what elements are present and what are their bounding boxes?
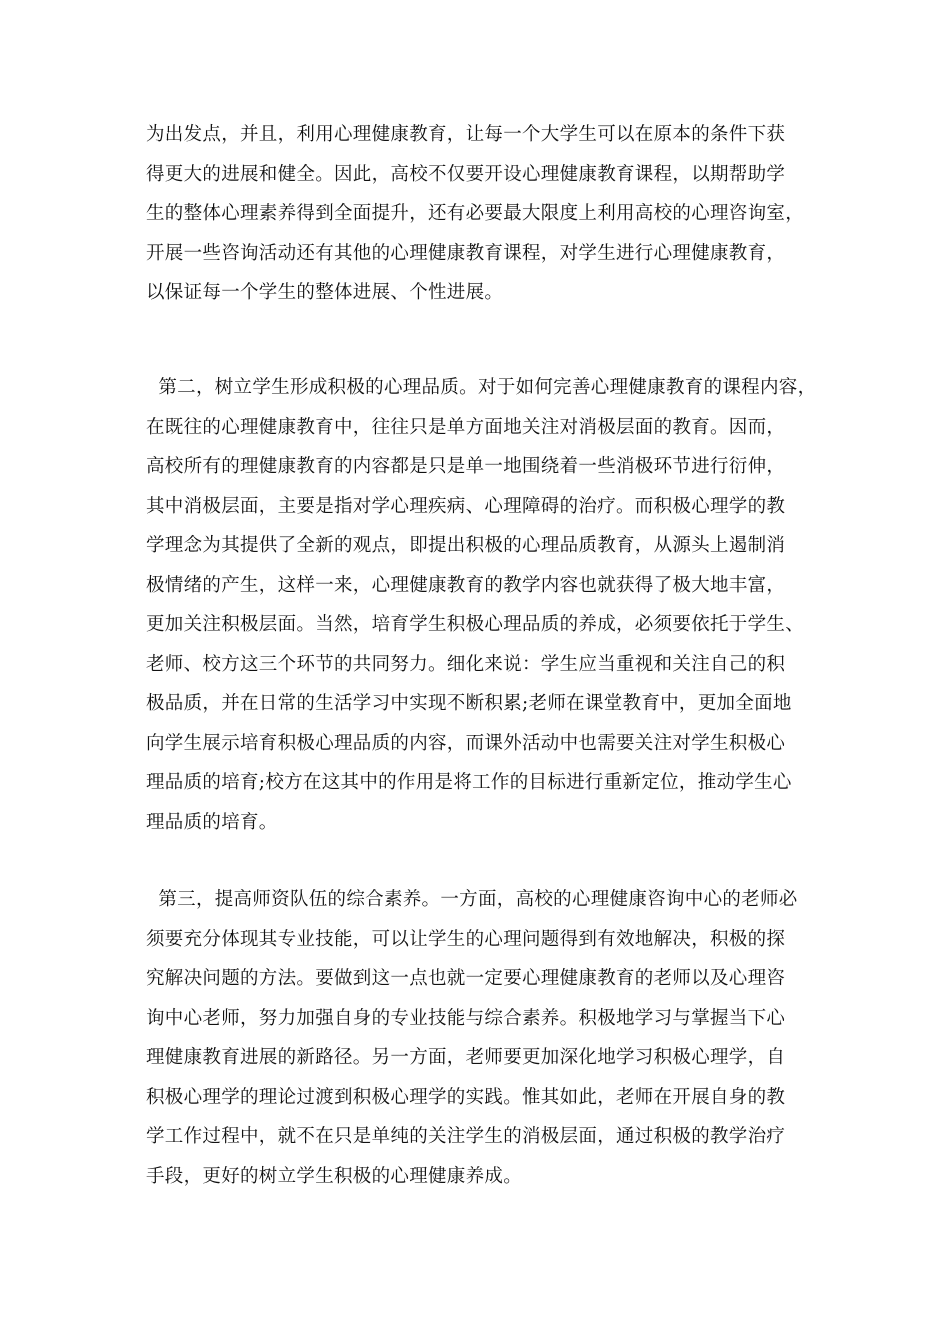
text-line: 其中消极层面，主要是指对学心理疾病、心理障碍的治疗。而积极心理学的教 bbox=[146, 495, 786, 517]
text-line: 极情绪的产生，这样一来，心理健康教育的教学内容也就获得了极大地丰富， bbox=[146, 574, 786, 596]
text-line: 在既往的心理健康教育中，往往只是单方面地关注对消极层面的教育。因而， bbox=[146, 416, 786, 438]
text-line: 学理念为其提供了全新的观点，即提出积极的心理品质教育，从源头上遏制消 bbox=[146, 535, 786, 556]
text-line: 生的整体心理素养得到全面提升，还有必要最大限度上利用高校的心理咨询室， bbox=[146, 203, 805, 224]
text-line: 以保证每一个学生的整体进展、个性进展。 bbox=[146, 282, 504, 303]
text-line: 为出发点，并且，利用心理健康教育，让每一个大学生可以在原本的条件下获 bbox=[146, 124, 786, 145]
paragraph-1 bbox=[146, 115, 826, 313]
text-line: 更加关注积极层面。当然，培育学生积极心理品质的养成，必须要依托于学生、 bbox=[146, 614, 805, 635]
text-line: 第二，树立学生形成积极的心理品质。对于如何完善心理健康教育的课程内容， bbox=[146, 377, 817, 398]
text-line: 高校所有的理健康教育的内容都是只是单一地围绕着一些消极环节进行衍伸， bbox=[146, 456, 786, 477]
text-line: 手段，更好的树立学生积极的心理健康养成。 bbox=[146, 1165, 523, 1187]
text-line: 积极心理学的理论过渡到积极心理学的实践。惟其如此，老师在开展自身的教 bbox=[146, 1086, 786, 1108]
text-line: 询中心老师，努力加强自身的专业技能与综合素养。积极地学习与掌握当下心 bbox=[146, 1007, 786, 1029]
text-line: 理健康教育进展的新路径。另一方面，老师要更加深化地学习积极心理学，自 bbox=[146, 1047, 786, 1068]
paragraph-2 bbox=[146, 368, 826, 842]
text-line: 开展一些咨询活动还有其他的心理健康教育课程，对学生进行心理健康教育， bbox=[146, 242, 786, 264]
text-line: 老师、校方这三个环节的共同努力。细化来说：学生应当重视和关注自己的积 bbox=[146, 653, 786, 675]
text-line: 极品质，并在日常的生活学习中实现不断积累;老师在课堂教育中，更加全面地 bbox=[146, 693, 792, 714]
text-line: 理品质的培育。 bbox=[146, 811, 278, 833]
text-line: 究解决问题的方法。要做到这一点也就一定要心理健康教育的老师以及心理咨 bbox=[146, 968, 786, 989]
text-line: 理品质的培育;校方在这其中的作用是将工作的目标进行重新定位，推动学生心 bbox=[146, 772, 792, 793]
text-line: 须要充分体现其专业技能，可以让学生的心理问题得到有效地解决，积极的探 bbox=[146, 928, 786, 950]
text-line: 得更大的进展和健全。因此，高校不仅要开设心理健康教育课程，以期帮助学 bbox=[146, 163, 786, 185]
text-line: 向学生展示培育积极心理品质的内容，而课外活动中也需要关注对学生积极心 bbox=[146, 732, 786, 754]
paragraph-3 bbox=[146, 880, 826, 1196]
text-line: 学工作过程中，就不在只是单纯的关注学生的消极层面，通过积极的教学治疗 bbox=[146, 1126, 786, 1147]
text-line: 第三，提高师资队伍的综合素养。一方面，高校的心理健康咨询中心的老师必 bbox=[146, 889, 798, 910]
